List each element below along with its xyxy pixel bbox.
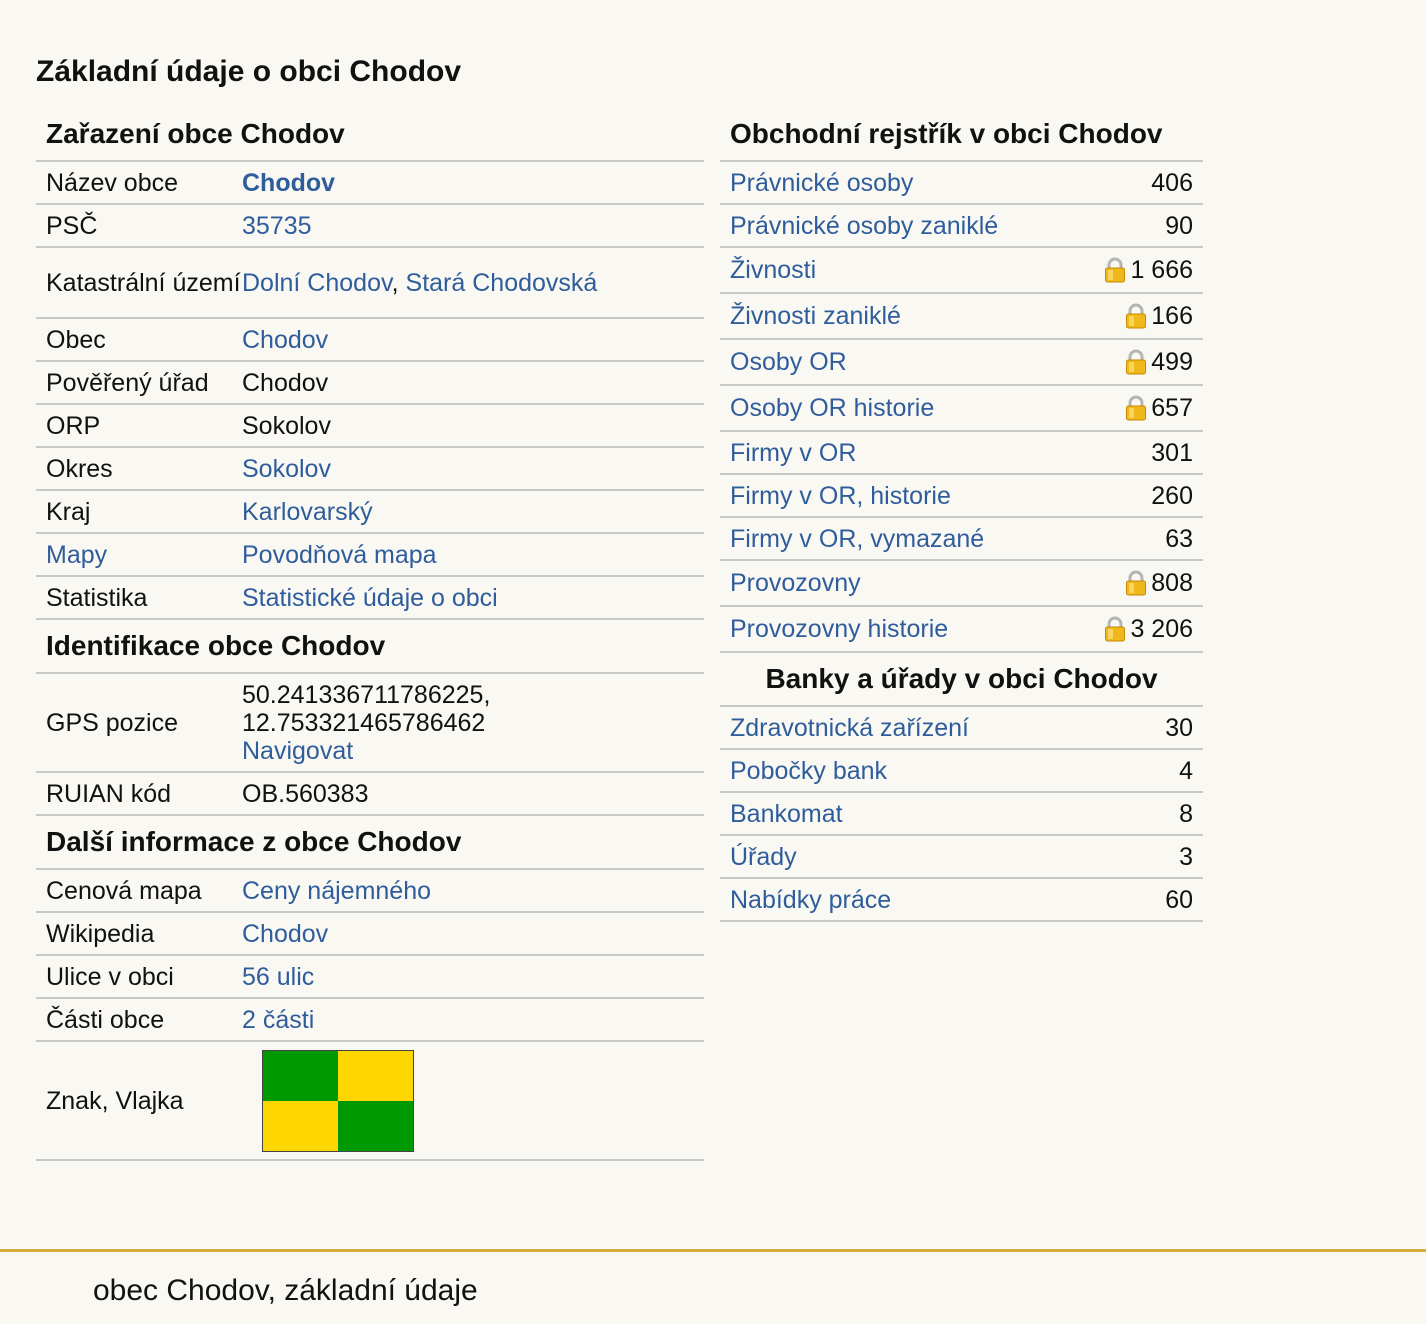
- obec-row: [36, 319, 704, 362]
- zdravotnicka-zarizeni-row: [720, 707, 1203, 750]
- gps-row: [36, 674, 704, 773]
- left-column: [36, 108, 704, 1161]
- identifikace-heading: Identifikace obce Chodov: [36, 620, 704, 674]
- povereny-urad-row: [36, 362, 704, 405]
- katastr-row: [36, 248, 704, 319]
- cenova-mapa-label: Cenová mapa: [46, 876, 202, 905]
- bankomat-count: 8: [1179, 799, 1193, 828]
- firmy-v-or-historie-count: 260: [1151, 481, 1193, 510]
- flag-quadrant-green: [263, 1051, 338, 1101]
- gps-latitude: 50.241336711786225,: [242, 680, 491, 709]
- orp-row: [36, 405, 704, 448]
- pravnicke-osoby-zanikle-count-cell: [1165, 212, 1193, 240]
- flag-image[interactable]: [262, 1050, 414, 1152]
- zivnosti-row: [720, 248, 1203, 294]
- zivnosti-zanikle-link[interactable]: Živnosti zaniklé: [730, 302, 901, 330]
- banky-heading: Banky a úřady v obci Chodov: [720, 653, 1203, 707]
- psc-row: [36, 205, 704, 248]
- footer-text: obec Chodov, základní údaje: [93, 1274, 478, 1307]
- katastr-link-stara-chodovska[interactable]: Stará Chodovská: [405, 268, 598, 297]
- okres-link[interactable]: Sokolov: [242, 454, 331, 483]
- obec-link[interactable]: Chodov: [242, 325, 329, 354]
- osoby-or-historie-count: 657: [1151, 394, 1193, 422]
- wikipedia-row: [36, 913, 704, 956]
- provozovny-historie-link[interactable]: Provozovny historie: [730, 615, 949, 643]
- nabidky-prace-link[interactable]: Nabídky práce: [730, 885, 892, 914]
- osoby-or-row: [720, 340, 1203, 386]
- osoby-or-historie-row: [720, 386, 1203, 432]
- firmy-v-or-vymazane-count-cell: [1165, 525, 1193, 553]
- pravnicke-osoby-count: 406: [1151, 168, 1193, 197]
- provozovny-historie-count: 3 206: [1130, 615, 1193, 643]
- bankomat-row: [720, 793, 1203, 836]
- osoby-or-historie-link[interactable]: Osoby OR historie: [730, 394, 935, 422]
- provozovny-historie-row: [720, 607, 1203, 653]
- nabidky-prace-row: [720, 879, 1203, 922]
- gps-longitude: 12.753321465786462: [242, 708, 486, 737]
- flag-quadrant-yellow: [338, 1051, 413, 1101]
- firmy-v-or-vymazane-link[interactable]: Firmy v OR, vymazané: [730, 524, 985, 553]
- nazev-label: Název obce: [46, 168, 179, 197]
- povodnova-mapa-link[interactable]: Povodňová mapa: [242, 540, 437, 569]
- firmy-v-or-historie-link[interactable]: Firmy v OR, historie: [730, 481, 951, 510]
- ruian-row: [36, 773, 704, 816]
- katastr-separator: ,: [391, 268, 406, 297]
- provozovny-row: [720, 561, 1203, 607]
- nabidky-prace-count: 60: [1165, 885, 1193, 914]
- povereny-urad-label: Pověřený úřad: [46, 368, 209, 397]
- firmy-v-or-vymazane-row: [720, 518, 1203, 561]
- right-column: [720, 108, 1203, 922]
- osoby-or-historie-count-cell: [1125, 394, 1193, 422]
- znak-vlajka-label: Znak, Vlajka: [46, 1086, 184, 1115]
- zdravotnicka-zarizeni-count-cell: [1165, 714, 1193, 742]
- osoby-or-link[interactable]: Osoby OR: [730, 348, 847, 376]
- zivnosti-zanikle-count: 166: [1151, 302, 1193, 330]
- wikipedia-label: Wikipedia: [46, 919, 155, 948]
- povereny-urad-value: Chodov: [242, 368, 329, 397]
- firmy-v-or-vymazane-count: 63: [1165, 524, 1193, 553]
- ulice-row: [36, 956, 704, 999]
- pobocky-bank-count: 4: [1179, 756, 1193, 785]
- nabidky-prace-count-cell: [1165, 886, 1193, 914]
- gps-label: GPS pozice: [46, 708, 179, 737]
- zivnosti-link[interactable]: Živnosti: [730, 256, 817, 284]
- kraj-label: Kraj: [46, 497, 91, 526]
- katastr-link-dolni-chodov[interactable]: Dolní Chodov: [242, 268, 392, 297]
- lock-icon: [1104, 616, 1126, 642]
- pravnicke-osoby-zanikle-link[interactable]: Právnické osoby zaniklé: [730, 211, 999, 240]
- urady-link[interactable]: Úřady: [730, 842, 797, 871]
- zivnosti-zanikle-count-cell: [1125, 302, 1193, 330]
- flag-quadrant-green: [338, 1101, 413, 1151]
- firmy-v-or-historie-row: [720, 475, 1203, 518]
- osoby-or-count: 499: [1151, 348, 1193, 376]
- firmy-v-or-historie-count-cell: [1151, 482, 1193, 510]
- kraj-row: [36, 491, 704, 534]
- lock-icon: [1125, 395, 1147, 421]
- rejstrik-heading: Obchodní rejstřík v obci Chodov: [720, 108, 1203, 162]
- lock-icon: [1125, 303, 1147, 329]
- mapy-link[interactable]: Mapy: [46, 540, 108, 569]
- casti-label: Části obce: [46, 1005, 165, 1034]
- lock-icon: [1125, 349, 1147, 375]
- ceny-najemneho-link[interactable]: Ceny nájemného: [242, 876, 432, 905]
- ruian-label: RUIAN kód: [46, 779, 172, 808]
- casti-row: [36, 999, 704, 1042]
- nazev-link[interactable]: Chodov: [242, 168, 336, 197]
- ulice-link[interactable]: 56 ulic: [242, 962, 315, 991]
- zdravotnicka-zarizeni-link[interactable]: Zdravotnická zařízení: [730, 713, 969, 742]
- ruian-value: OB.560383: [242, 779, 369, 808]
- rejstrik-list: [720, 162, 1203, 653]
- zivnosti-count: 1 666: [1130, 256, 1193, 284]
- pobocky-bank-link[interactable]: Pobočky bank: [730, 756, 888, 785]
- wikipedia-link[interactable]: Chodov: [242, 919, 329, 948]
- pravnicke-osoby-zanikle-row: [720, 205, 1203, 248]
- kraj-link[interactable]: Karlovarský: [242, 497, 373, 526]
- urady-count: 3: [1179, 842, 1193, 871]
- pobocky-bank-row: [720, 750, 1203, 793]
- firmy-v-or-count-cell: [1151, 439, 1193, 467]
- banky-list: [720, 707, 1203, 922]
- pobocky-bank-count-cell: [1179, 757, 1193, 785]
- ulice-label: Ulice v obci: [46, 962, 174, 991]
- zivnosti-zanikle-row: [720, 294, 1203, 340]
- statistika-row: [36, 577, 704, 620]
- bankomat-link[interactable]: Bankomat: [730, 799, 843, 828]
- provozovny-count: 808: [1151, 569, 1193, 597]
- osoby-or-count-cell: [1125, 348, 1193, 376]
- footer-divider: [0, 1249, 1426, 1252]
- obec-label: Obec: [46, 325, 106, 354]
- dalsi-heading: Další informace z obce Chodov: [36, 816, 704, 870]
- provozovny-link[interactable]: Provozovny: [730, 569, 861, 597]
- pravnicke-osoby-row: [720, 162, 1203, 205]
- zarazeni-heading: Zařazení obce Chodov: [36, 108, 704, 162]
- urady-count-cell: [1179, 843, 1193, 871]
- nazev-row: [36, 162, 704, 205]
- lock-icon: [1125, 570, 1147, 596]
- orp-value: Sokolov: [242, 411, 331, 440]
- okres-label: Okres: [46, 454, 113, 483]
- provozovny-historie-count-cell: [1104, 615, 1193, 643]
- mapy-row: [36, 534, 704, 577]
- statistika-label: Statistika: [46, 583, 148, 612]
- urady-row: [720, 836, 1203, 879]
- navigovat-link[interactable]: Navigovat: [242, 736, 354, 765]
- znak-vlajka-row: [36, 1042, 704, 1161]
- bankomat-count-cell: [1179, 800, 1193, 828]
- firmy-v-or-count: 301: [1151, 438, 1193, 467]
- provozovny-count-cell: [1125, 569, 1193, 597]
- flag-quadrant-yellow: [263, 1101, 338, 1151]
- okres-row: [36, 448, 704, 491]
- firmy-v-or-link[interactable]: Firmy v OR: [730, 438, 857, 467]
- zdravotnicka-zarizeni-count: 30: [1165, 713, 1193, 742]
- psc-link[interactable]: 35735: [242, 211, 312, 240]
- statistika-link[interactable]: Statistické údaje o obci: [242, 583, 498, 612]
- casti-link[interactable]: 2 části: [242, 1005, 315, 1034]
- pravnicke-osoby-link[interactable]: Právnické osoby: [730, 168, 914, 197]
- zivnosti-count-cell: [1104, 256, 1193, 284]
- katastr-label: Katastrální území: [46, 268, 241, 297]
- page-title: Základní údaje o obci Chodov: [36, 55, 462, 88]
- orp-label: ORP: [46, 411, 101, 440]
- pravnicke-osoby-zanikle-count: 90: [1165, 211, 1193, 240]
- pravnicke-osoby-count-cell: [1151, 169, 1193, 197]
- lock-icon: [1104, 257, 1126, 283]
- psc-label: PSČ: [46, 211, 98, 240]
- firmy-v-or-row: [720, 432, 1203, 475]
- cenova-mapa-row: [36, 870, 704, 913]
